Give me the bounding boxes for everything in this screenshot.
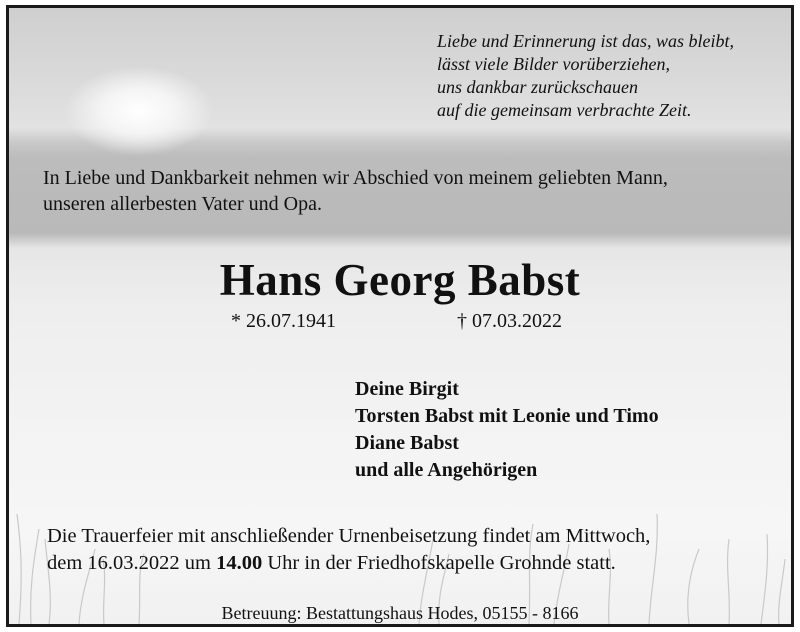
mourner-item: Diane Babst (355, 432, 459, 454)
service-location-text: Uhr in der Friedhofskapelle Grohnde statt. (262, 552, 616, 574)
mourners-list (355, 376, 659, 484)
obituary-notice (6, 5, 794, 627)
intro-line-2: unseren allerbesten Vater und Opa. (43, 193, 322, 215)
service-time: 14.00 (216, 552, 263, 574)
poem-line: lässt viele Bilder vorüberziehen, (437, 54, 670, 74)
poem-line: uns dankbar zurückschauen (437, 77, 638, 97)
mourner-item: Deine Birgit (355, 378, 459, 400)
sun-glow-background (64, 66, 214, 156)
deceased-name: Hans Georg Babst (219, 255, 581, 305)
service-date-text: dem 16.03.2022 um (47, 552, 217, 574)
birth-date: * 26.07.1941 (231, 310, 336, 332)
farewell-intro (43, 165, 763, 217)
death-date: † 07.03.2022 (457, 310, 562, 332)
mourner-item: Torsten Babst mit Leonie und Timo (355, 405, 659, 427)
intro-line-1: In Liebe und Dankbarkeit nehmen wir Abschied von meinem geliebten Mann, (43, 167, 668, 189)
service-line-1: Die Trauerfeier mit anschließender Urnenbeisetzung findet am Mittwoch, (47, 525, 651, 547)
poem-line: auf die gemeinsam verbrachte Zeit. (437, 100, 692, 120)
funeral-home-credit: Betreuung: Bestattungshaus Hodes, 05155 - 8166 (221, 603, 579, 623)
memorial-poem (437, 30, 777, 122)
poem-line: Liebe und Erinnerung ist das, was bleibt, (437, 31, 734, 51)
service-line-2 (47, 550, 787, 577)
funeral-service-info (47, 523, 787, 577)
mourner-item: und alle Angehörigen (355, 459, 538, 481)
